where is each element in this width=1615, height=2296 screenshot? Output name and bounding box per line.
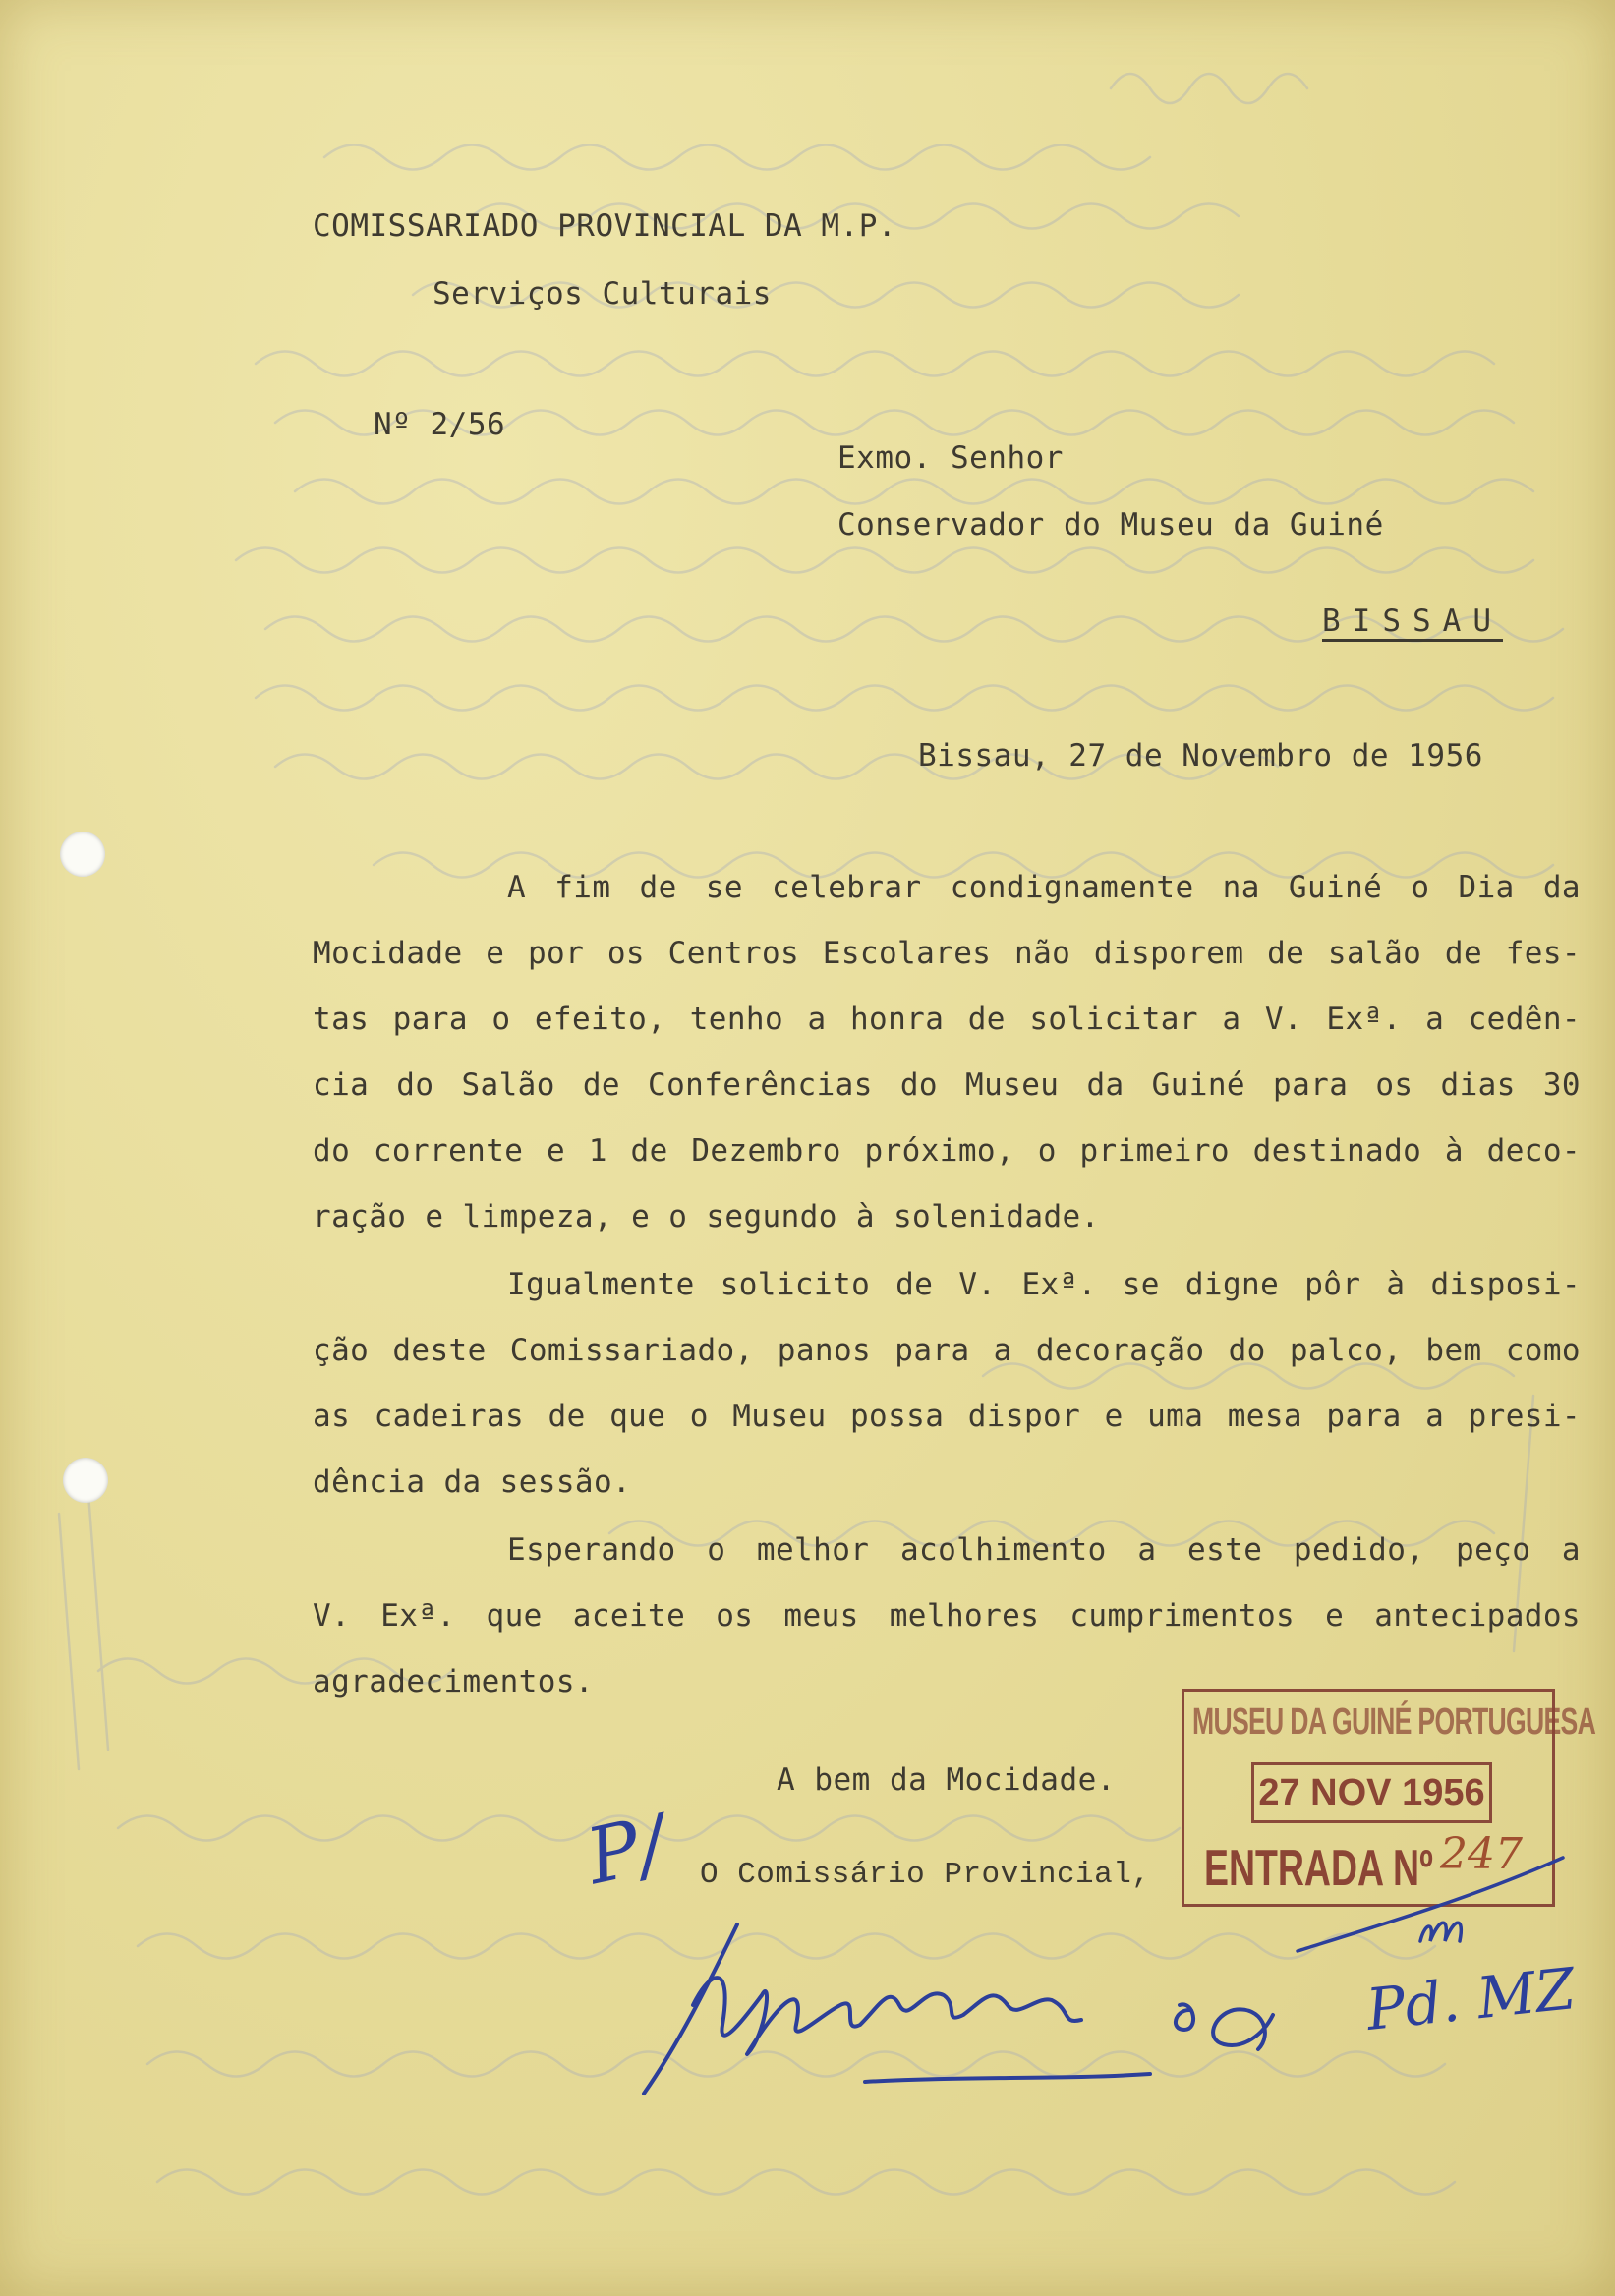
text-line: cia do Salão de Conferências do Museu da Guiné para os dias 30 [313, 1067, 1581, 1103]
text-line: do corrente e 1 de Dezembro próximo, o primeiro destinado à deco- [313, 1133, 1581, 1169]
stamp-header: MUSEU DA GUINÉ PORTUGUESA [1192, 1701, 1596, 1743]
text-line: as cadeiras de que o Museu possa dispor e uma mesa para a presi- [313, 1399, 1581, 1434]
text-line: Mocidade e por os Centros Escolares não disporem de salão de fes- [313, 936, 1581, 971]
text-line: ração e limpeza, e o segundo à solenidade. [313, 1199, 1100, 1234]
text-line: Igualmente solicito de V. Exª. se digne pôr à disposi- [507, 1267, 1581, 1302]
text-line: A fim de se celebrar condignamente na Guiné o Dia da [507, 870, 1581, 905]
recipient-title: Conservador do Museu da Guiné [837, 507, 1384, 543]
text-line: V. Exª. que aceite os meus melhores cumprimentos e antecipados [313, 1598, 1581, 1634]
closing-motto: A bem da Mocidade. [777, 1762, 1116, 1798]
signatory-title: O Comissário Provincial, [700, 1858, 1151, 1892]
handwritten-pp: P/ [579, 1799, 674, 1903]
text-line: agradecimentos. [313, 1664, 594, 1699]
text-line: dência da sessão. [313, 1464, 632, 1500]
date-line: Bissau, 27 de Novembro de 1956 [918, 738, 1483, 774]
letterhead-dept: Serviços Culturais [433, 276, 772, 312]
text-line: tas para o efeito, tenho a honra de solicitar a V. Exª. a cedên- [313, 1002, 1581, 1037]
text-line: ção deste Comissariado, panos para a decoração do palco, bem como [313, 1333, 1581, 1368]
recipient-salutation: Exmo. Senhor [837, 440, 1064, 476]
handwritten-initials: Pd. MZ [1363, 1955, 1579, 2043]
stamp-date: 27 NOV 1956 [1251, 1762, 1492, 1823]
recipient-city: BISSAU [1322, 603, 1503, 639]
letterhead-org: COMISSARIADO PROVINCIAL DA M.P. [313, 208, 897, 244]
reference-number: Nº 2/56 [374, 407, 506, 442]
text-line: Esperando o melhor acolhimento a este pedido, peço a [507, 1532, 1581, 1568]
stamp-entry-number: 247 [1440, 1829, 1523, 1879]
stamp-entry-label: ENTRADA Nº [1204, 1840, 1433, 1897]
